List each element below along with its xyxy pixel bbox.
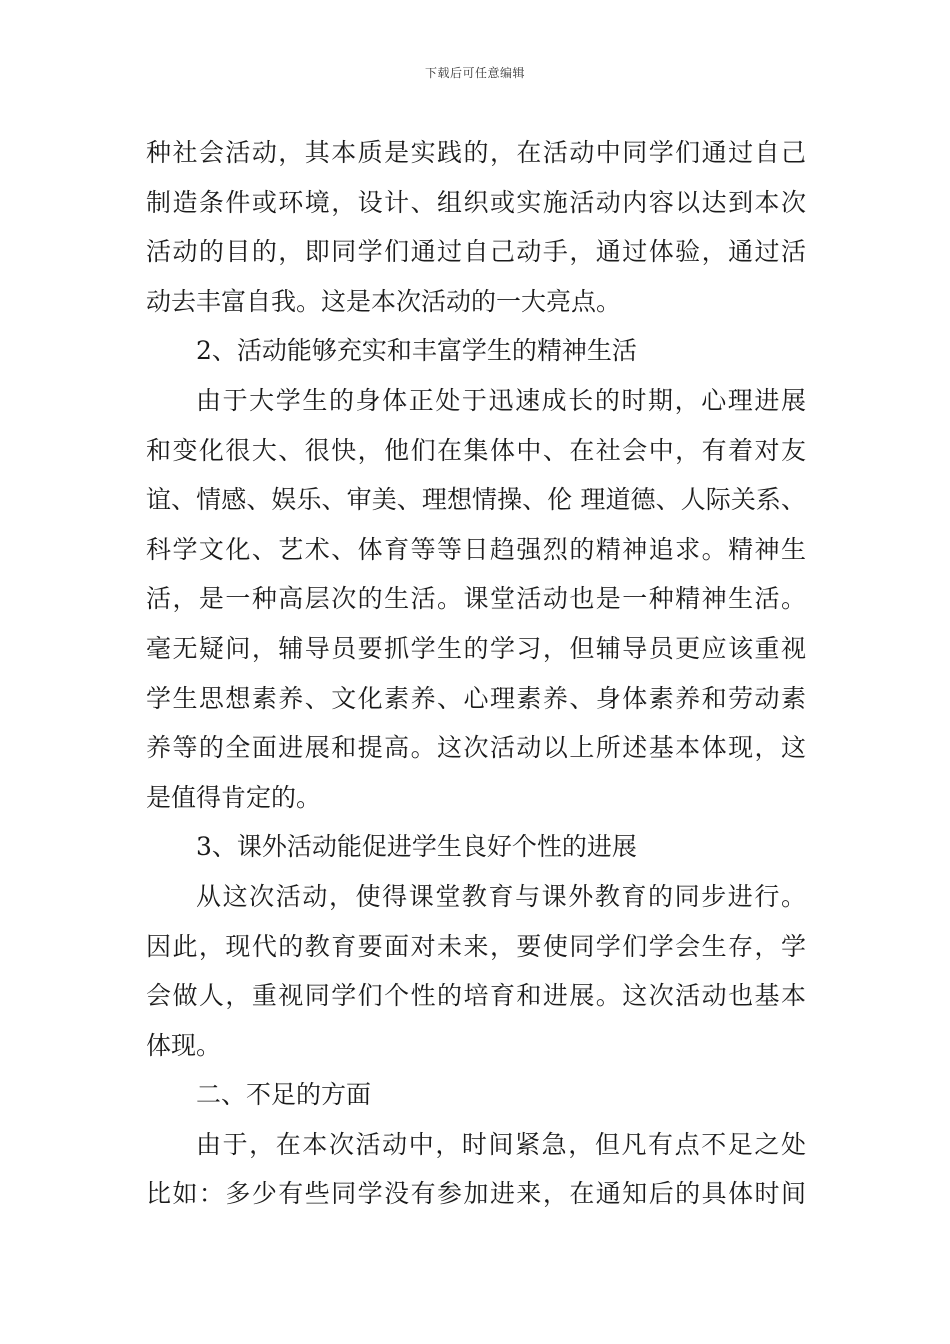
text-line: 谊、情感、娱乐、审美、理想情操、伦 理道德、人际关系、 [146,485,806,515]
text-line: 会做人，重视同学们个性的培育和进展。这次活动也基本 [146,981,806,1011]
text-line: 体现。 [146,1030,222,1060]
text-line: 和变化很大、很快，他们在集体中、在社会中，有着对友 [146,435,806,465]
text-line: 比如：多少有些同学没有参加进来，在通知后的具体时间 [146,1179,806,1209]
text-line: 学生思想素养、文化素养、心理素养、身体素养和劳动素 [146,683,806,713]
text-line: 制造条件或环境，设计、组织或实施活动内容以达到本次 [146,187,806,217]
text-line: 毫无疑问，辅导员要抓学生的学习，但辅导员更应该重视 [146,633,806,663]
page-header-note: 下载后可任意编辑 [424,66,525,80]
section-heading: 二、不足的方面 [196,1080,372,1110]
text-line: 科学文化、艺术、体育等等日趋强烈的精神追求。精神生 [146,534,806,564]
text-line: 活动的目的，即同学们通过自己动手，通过体验，通过活 [146,237,806,267]
text-line: 是值得肯定的。 [146,782,322,812]
text-line: 种社会活动，其本质是实践的，在活动中同学们通过自己 [146,138,806,167]
text-line: 活，是一种高层次的生活。课堂活动也是一种精神生活。 [146,584,806,614]
text-line: 由于，在本次活动中，时间紧急，但凡有点不足之处 [196,1129,806,1159]
section-heading: 3、课外活动能促进学生良好个性的进展 [196,832,637,862]
text-line: 因此，现代的教育要面对未来，要使同学们学会生存，学 [146,931,806,961]
text-line: 动去丰富自我。这是本次活动的一大亮点。 [146,286,622,316]
text-line: 由于大学生的身体正处于迅速成长的时期，心理进展 [196,385,806,415]
text-line: 从这次活动，使得课堂教育与课外教育的同步进行。 [196,881,806,911]
document-body [146,128,806,1219]
text-line: 养等的全面进展和提高。这次活动以上所述基本体现，这 [146,733,806,763]
section-heading: 2、活动能够充实和丰富学生的精神生活 [196,336,637,366]
